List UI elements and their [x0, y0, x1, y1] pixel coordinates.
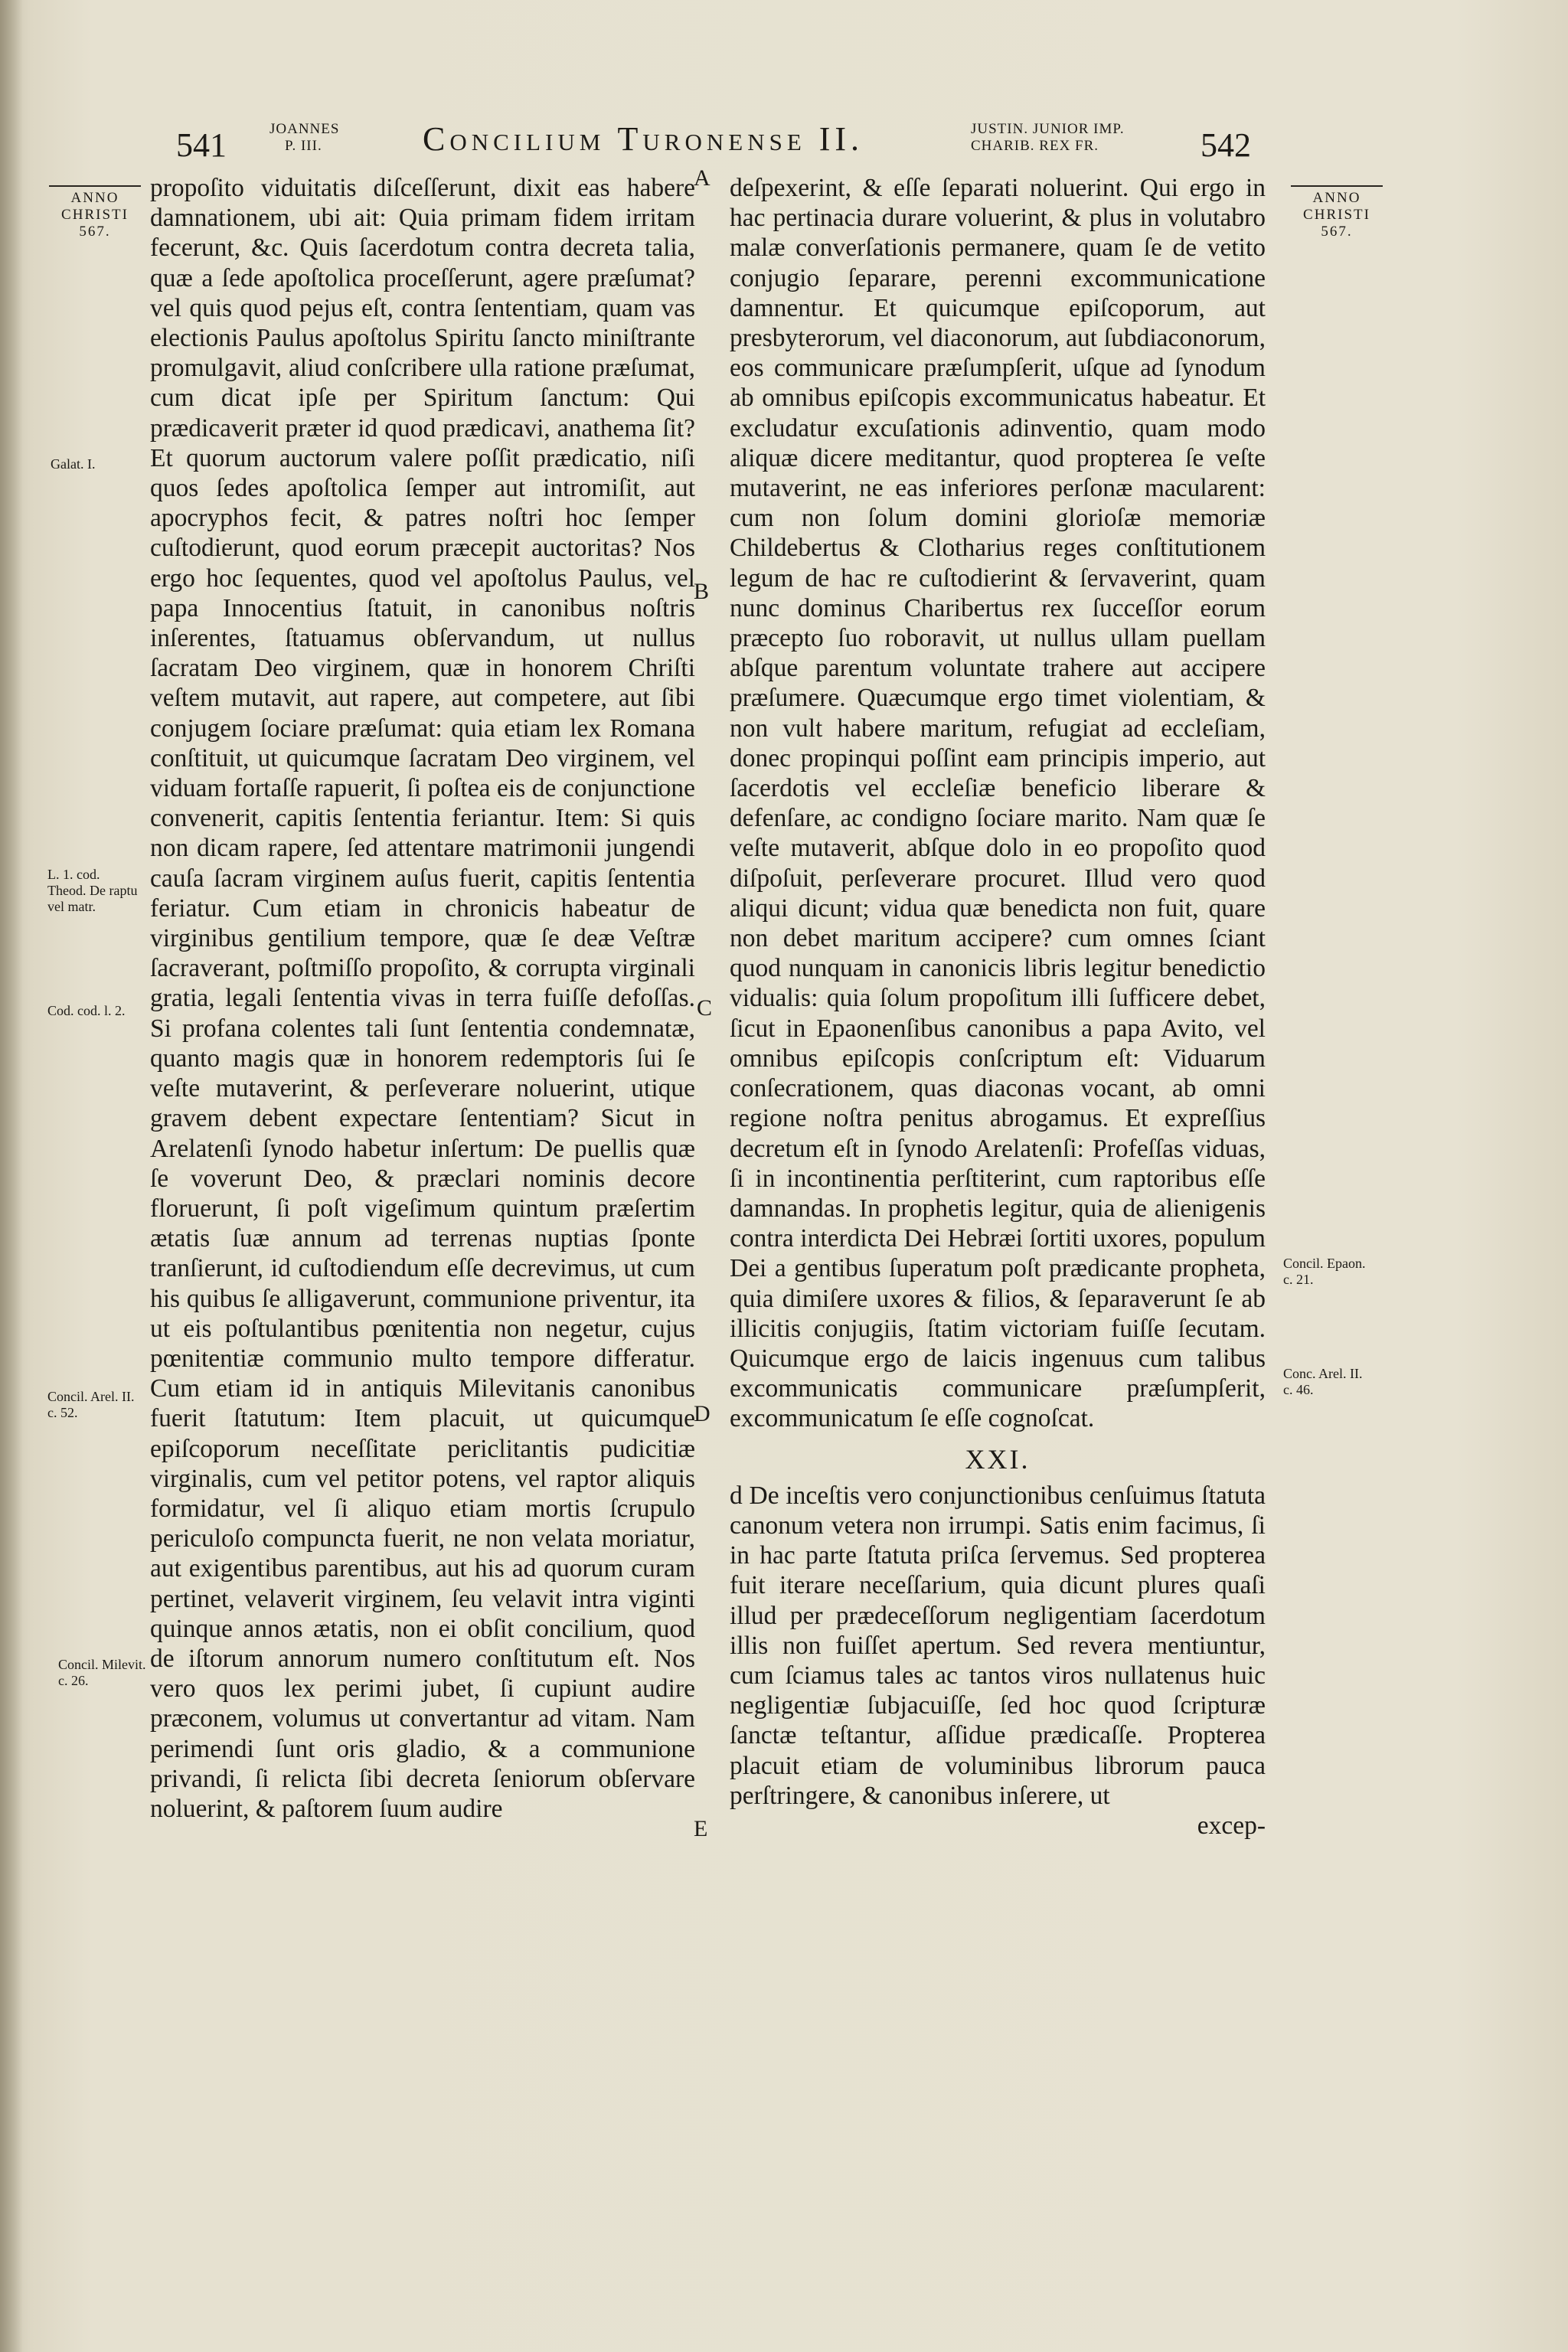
- section-letter-d: D: [694, 1401, 710, 1426]
- christi-label: CHRISTI: [1303, 207, 1370, 223]
- header-king: CHARIB. REX FR.: [971, 138, 1099, 154]
- gutter-shadow: [0, 0, 23, 2352]
- right-column-paragraph-2: [730, 1481, 1266, 1811]
- left-column: [150, 173, 695, 1824]
- margin-note-galat: Galat. I.: [51, 456, 96, 472]
- margin-note-cod: Cod. cod. l. 2.: [47, 1003, 126, 1018]
- running-header: [0, 115, 1568, 168]
- section-heading-xxi: XXI.: [965, 1443, 1031, 1475]
- margin-note-arel-46: Conc. Arel. II. c. 46.: [1283, 1366, 1363, 1397]
- margin-note-milevit: Concil. Milevit. c. 26.: [58, 1657, 146, 1688]
- anno-label: ANNO: [1312, 190, 1361, 206]
- margin-note-arel: Concil. Arel. II. c. 52.: [47, 1389, 135, 1420]
- header-pope: JOANNES: [270, 121, 340, 137]
- section-letter-e: E: [694, 1816, 708, 1841]
- section-letter-c: C: [697, 995, 713, 1021]
- christi-label: CHRISTI: [61, 207, 129, 223]
- section-initial: d: [730, 1481, 743, 1510]
- margin-note-theod: L. 1. cod. Theod. De raptu vel matr.: [47, 867, 138, 914]
- anno-christi-right: [1291, 185, 1383, 240]
- paragraph-2-text: De inceſtis vero conjunctionibus cenſuimus ſtatuta canonum vetera non irrumpi. Satis enim facimus, ſi in hac parte ſtatuta priſca ſervemus. Sed propterea fuit iterare neceſſarium, quia dicunt plures quaſi illud per prædeceſſorum negligentiam ſacerdotum illis non fuiſſet apertum. Sed revera mentiuntur, cum ſciamus tales ac tantos viros nullatenus huic negligentiæ ſubjacuiſſe, ſed hoc quod ſcripturæ ſanctæ teſtantur, aſſidue prædicaſſe. Propterea placuit etiam de voluminibus librorum pauca perſtringere, & canonibus inſerere, ut: [730, 1481, 1266, 1810]
- anno-label: ANNO: [70, 190, 119, 206]
- right-column: [730, 173, 1266, 1841]
- header-emperor: JUSTIN. JUNIOR IMP.: [971, 121, 1125, 137]
- header-pope-number: P. III.: [285, 138, 322, 154]
- left-column-text: propoſito viduitatis diſceſſerunt, dixit eas habere damnationem, ubi ait: Quia primam fidem irritam fecerunt, &c. Quis ſacerdotum contra decreta talia, quæ a ſede apoſtolica proceſſerunt, agere præſumat? vel quis quod pejus eſt, contra ſententiam, quam vas electionis Paulus apoſtolus Spiritu ſancto miniſtrante promulgavit, aliud conſcribere ulla ratione præſumat, cum dicat ipſe per Spiritum ſanctum: Qui prædicaverit præter id quod prædicavi, anathema ſit? Et quorum auctorum valere poſſit prædicatio, niſi quos ſedes apoſtolica ſemper aut intromiſit, aut apocryphos fecit, & patres noſtri hoc ſemper cuſtodierunt, quod eorum præcepit auctoritas? Nos ergo hoc ſequentes, quod vel apoſtolus Paulus, vel papa Innocentius ſtatuit, in canonibus noſtris inſerentes, ſtatuamus obſervandum, ut nullus ſacratam Deo virginem, quæ in honorem Chriſti veſtem mutavit, aut rapere, aut competere, aut ſibi conjugem ſociare præſumat: quia etiam lex Romana conſtituit, ut quicumque ſacratam Deo virginem, vel viduam fortaſſe rapuerit, ſi poſtea eis de conjunctione convenerit, capitis ſententia feriantur. Item: Si quis non dicam rapere, ſed attentare matrimonii jungendi cauſa ſacram virginem auſus fuerit, capitis ſententia feriatur. Cum etiam in chronicis habeatur de virginibus gentilium tempore, quæ ſe deæ Veſtræ ſacraverant, poſtmiſſo propoſito, & corrupta virginali gratia, legali ſententia vivas in terra fuiſſe defoſſas. Si profana colentes tali ſunt ſententia condemnatæ, quanto magis quæ in honorem redemptoris ſui ſe veſte mutaverint, & perſeverare noluerint, utique gravem debent expectare ſententiam? Sicut in Arelatenſi ſynodo habetur inſertum: De puellis quæ ſe voverunt Deo, & præclari nominis decore floruerunt, ſi poſt vigeſimum quintum præſertim ætatis ſuæ annum ad terrenas nuptias ſponte tranſierunt, id cuſtodiendum eſſe decrevimus, ut cum his quibus ſe alligaverunt, communione priventur, ita ut eis poſtulantibus pœnitentia non negetur, cujus pœnitentiæ communio multo tempore differatur. Cum etiam id in antiquis Milevitanis canonibus fuerit ſtatutum: Item placuit, ut quicumque epiſcoporum neceſſitate periclitantis pudicitiæ virginalis, cum vel petitor potens, vel raptor aliquis formidatur, vel ſi aliquo etiam mortis ſcrupulo periculoſo compuncta fuerit, ne non velata moriatur, aut exigentibus parentibus, aut his ad quorum curam pertinet, velaverit virginem, ſeu velavit intra viginti quinque annos ætatis, non ei obſit concilium, quod de iſtorum annorum numero conſtitutum eſt. Nos vero quos lex perimi jubet, ſi cupiunt audire præconem, volumus ut convertantur ad vitam. Nam perimendi ſunt oris gladio, & a communione privandi, ſi relicta ſibi decreta ſeniorum obſervare noluerint, & paſtorem ſuum audire: [150, 174, 695, 1823]
- anno-christi-left: [49, 185, 141, 240]
- section-letter-a: A: [694, 165, 710, 191]
- page-number-left: 541: [176, 126, 227, 164]
- margin-note-epaon: Concil. Epaon. c. 21.: [1283, 1256, 1366, 1287]
- anno-year: 567.: [79, 224, 111, 240]
- page-number-right: 542: [1200, 126, 1251, 164]
- section-letter-b: B: [694, 579, 710, 604]
- catchword: excep-: [1197, 1811, 1266, 1840]
- page-title: Concilium Turonense II.: [423, 120, 864, 158]
- right-column-paragraph-1: deſpexerint, & eſſe ſeparati noluerint. Qui ergo in hac pertinacia durare voluerint, & plus in volutabro malæ converſationis permanere, quam ſe de vetito conjugio ſeparare, perenni excommunicatione damnentur. Et quicumque epiſcoporum, aut presbyterorum, vel diaconorum, aut ſubdiaconorum, eos communicare præſumpſerit, uſque ad ſynodum ab omnibus epiſcopis excommunicatus habeatur. Et excludatur excuſationis adinventio, quam modo aliquæ dicere meditantur, quod propterea ſe veſte mutaverint, ne eas inferiores perſonæ macularent: cum non ſolum domini glorioſæ memoriæ Childebertus & Clotharius reges conſtitutionem legum de hac re cuſtodierint & ſervaverint, quam nunc dominus Charibertus rex ſucceſſor eorum præcepto ſuo roboravit, ut nullus ullam puellam abſque parentum voluntate trahere aut accipere præſumere. Quæcumque ergo timet violentiam, & non vult habere maritum, refugiat ad eccleſiam, donec propinqui poſſint eam principis imperio, aut ſacerdotis vel eccleſiæ beneficio liberare & defenſare, ac condigno ſociare marito. Nam quæ ſe veſte mutaverit, abſque dolo in eo propoſito quod diſpoſuit, perſeverare procuret. Illud vero quod aliqui dicunt; vidua quæ benedicta non fuit, quare non debet maritum accipere? cum omnes ſciant quod nunquam in canonicis libris legitur benedictio vidualis: quia ſolum propoſitum illi ſufficere debet, ſicut in Epaonenſibus canonibus a papa Avito, vel omnibus epiſcopis conſcriptum eſt: Viduarum conſecrationem, quas diaconas vocant, ab omni regione noſtra penitus abrogamus. Et expreſſius decretum eſt in ſynodo Arelatenſi: Profeſſas viduas, ſi in incontinentia perſtiterint, cum raptoribus eſſe damnandas. In prophetis legitur, quia de alienigenis contra interdicta Dei Hebræi ſortiti uxores, populum Dei a gentibus ſuperatum poſt prædicante propheta, quia dimiſere uxores & filios, & ſeparaverunt ſe ab illicitis conjugiis, ſtatim victoriam fuiſſe ſecutam. Quicumque ergo de laicis ingenuus cum talibus excommunicatis communicare præſumpſerit, excommunicatum ſe eſſe cognoſcat.: [730, 174, 1266, 1433]
- anno-year: 567.: [1321, 224, 1353, 240]
